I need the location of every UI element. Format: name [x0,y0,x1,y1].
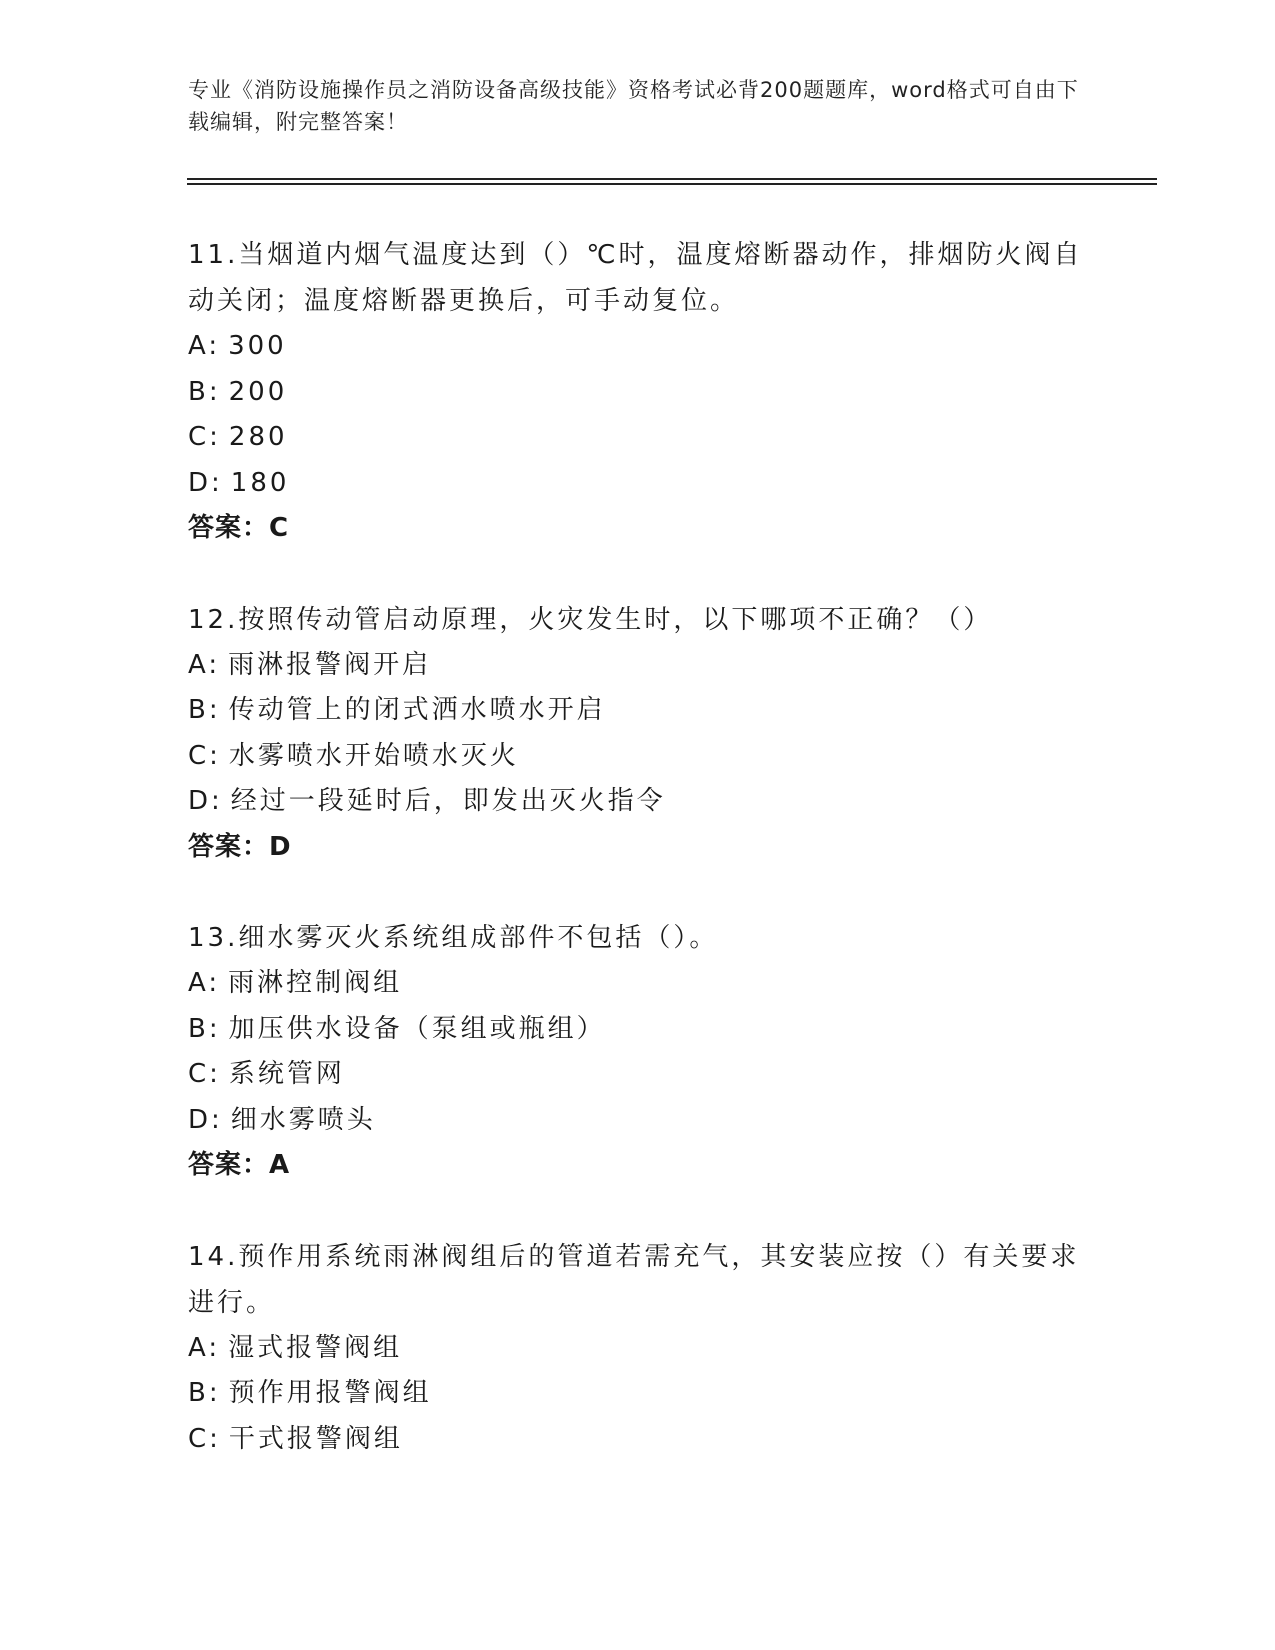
option-text: 干式报警阀组 [228,1423,403,1454]
option-text: 细水雾喷头 [230,1104,376,1135]
option-key: A: [188,1332,221,1363]
document-header: 专业《消防设施操作员之消防设备高级技能》资格考试必背200题题库，word格式可自由下载编辑，附完整答案！ [188,78,1079,134]
option-text: 预作用报警阀组 [228,1378,432,1408]
option-text: 水雾喷水开始喷水灭火 [228,740,519,771]
option-b [188,1007,1088,1053]
option-key: D: [188,1104,223,1135]
answer-line: 答案：D [188,831,292,862]
option-key: B: [188,1013,221,1044]
option-d [188,461,1088,507]
option-b [188,1371,1088,1417]
answer-line: 答案：C [188,513,290,543]
option-key: D: [188,467,223,498]
option-c [188,1052,1088,1098]
option-d [188,1098,1088,1144]
question-12 [188,597,1088,871]
option-text: 经过一段延时后，即发出灭火指令 [230,786,666,816]
option-key: A: [188,649,221,680]
option-d [188,779,1088,825]
option-text: 雨淋报警阀开启 [228,649,432,680]
option-a [188,324,1088,370]
option-text: 180 [230,467,290,498]
option-key: A: [188,968,221,998]
option-a [188,1326,1088,1372]
option-key: C: [188,740,221,771]
option-text: 加压供水设备（泵组或瓶组） [228,1013,606,1044]
question-13 [188,915,1088,1189]
option-c [188,1417,1088,1463]
option-a [188,643,1088,689]
question-list [188,232,1088,1507]
option-text: 280 [228,422,288,452]
option-c [188,734,1088,780]
option-text: 雨淋控制阀组 [228,968,403,998]
option-text: 300 [228,331,287,361]
question-title: 13.细水雾灭火系统组成部件不包括（）。 [188,923,719,953]
option-text: 系统管网 [228,1059,345,1089]
option-key: B: [188,376,221,407]
option-text: 传动管上的闭式洒水喷水开启 [228,695,606,725]
option-key: C: [188,1423,221,1454]
option-a [188,961,1088,1007]
option-key: C: [188,1059,221,1089]
question-title: 14.预作用系统雨淋阀组后的管道若需充气，其安装应按（）有关要求进行。 [188,1241,1080,1318]
option-text: 湿式报警阀组 [228,1332,403,1363]
answer-line: 答案：A [188,1150,291,1180]
question-14 [188,1234,1088,1463]
option-key: B: [188,1378,221,1408]
option-c [188,415,1088,461]
option-key: B: [188,695,221,725]
option-b [188,688,1088,734]
option-key: C: [188,422,221,452]
option-b [188,370,1088,416]
header-rule-bottom [187,183,1157,185]
question-title: 11.当烟道内烟气温度达到（）℃时，温度熔断器动作，排烟防火阀自动关闭；温度熔断器更换后，可手动复位。 [188,240,1083,316]
question-title: 12.按照传动管启动原理，火灾发生时，以下哪项不正确？（） [188,604,993,635]
option-text: 200 [228,376,288,407]
option-key: D: [188,786,223,816]
option-key: A: [188,331,221,361]
question-11 [188,232,1088,552]
header-rule-top [187,178,1157,180]
